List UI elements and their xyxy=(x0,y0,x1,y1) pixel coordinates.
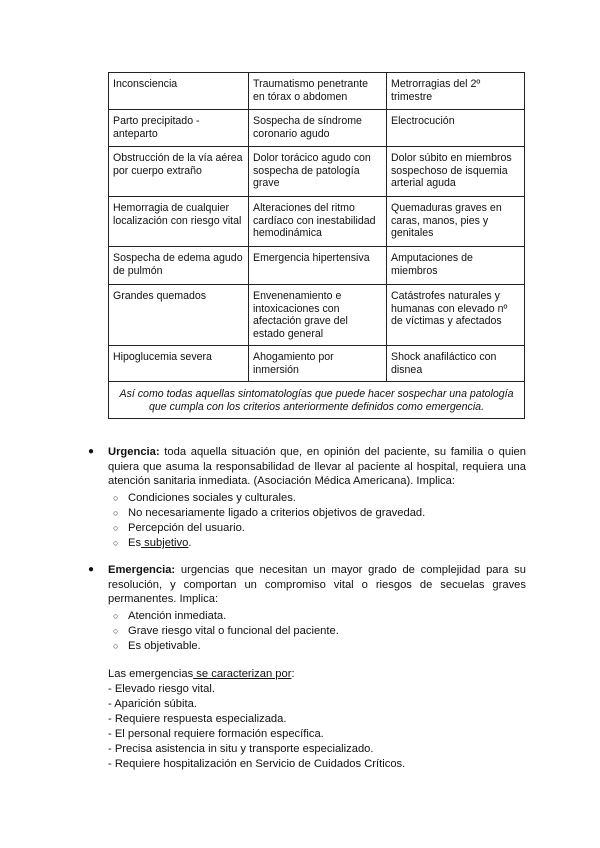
list-item-text: Grave riesgo vital o funcional del paciente. xyxy=(128,625,339,637)
emergencia-definition: urgencias que necesitan un mayor grado de complejidad para su resolución, y comportan un compromiso vital o riesgos de secuelas graves permanentes. Implica: xyxy=(108,564,526,606)
circle-bullet-icon: ○ xyxy=(113,538,119,548)
urgencia-definition: toda aquella situación que, en opinión del paciente, su familia o quien quiera que asuma la responsabilidad de llevar al paciente al hospital, requiera una atención sanitaria inmediata. (Asociación Médica Americana). Implica: xyxy=(108,446,526,488)
table-cell: Electrocución xyxy=(387,110,525,147)
table-row xyxy=(109,247,525,285)
list-item xyxy=(113,536,192,551)
circle-bullet-icon: ○ xyxy=(113,523,119,533)
intro-text: : xyxy=(291,668,295,680)
list-item-text: . xyxy=(188,537,192,549)
table-cell: Grandes quemados xyxy=(109,285,249,346)
table-cell: Sospecha de síndrome coronario agudo xyxy=(249,110,387,147)
table-cell: Emergencia hipertensiva xyxy=(249,247,387,285)
table-cell: Dolor torácico agudo con sospecha de patología grave xyxy=(249,147,387,197)
caracteristicas-intro xyxy=(108,667,295,682)
urgencia-term: Urgencia: xyxy=(108,446,160,458)
list-item-text: Atención inmediata. xyxy=(128,610,227,622)
table-cell: Metrorragias del 2º trimestre xyxy=(387,73,525,110)
table-row xyxy=(109,110,525,147)
list-item-text: Es objetivable. xyxy=(128,640,201,652)
emergencia-paragraph xyxy=(88,563,526,607)
list-item xyxy=(113,491,296,506)
intro-text: Las emergencias xyxy=(108,668,194,680)
table-row xyxy=(109,346,525,382)
table-cell: Quemaduras graves en caras, manos, pies y genitales xyxy=(387,197,525,247)
dash-list-item: - Elevado riesgo vital. xyxy=(108,683,215,695)
emergencia-term: Emergencia: xyxy=(108,564,176,576)
dash-list-item: - Aparición súbita. xyxy=(108,698,197,710)
table-cell: Shock anafiláctico con disnea xyxy=(387,346,525,382)
table-row xyxy=(109,147,525,197)
list-item xyxy=(113,639,201,654)
dash-list-item: - Requiere hospitalización en Servicio de Cuidados Críticos. xyxy=(108,758,406,770)
table-footer-note: Así como todas aquellas sintomatologías que puede hacer sospechar una patología que cumpla con los criterios anteriormente definidos como emergencia. xyxy=(109,382,525,419)
table-cell: Hemorragia de cualquier localización con riesgo vital xyxy=(109,197,249,247)
circle-bullet-icon: ○ xyxy=(113,493,119,503)
table-row xyxy=(109,285,525,346)
list-item-text: Condiciones sociales y culturales. xyxy=(128,492,296,504)
circle-bullet-icon: ○ xyxy=(113,626,119,636)
list-item-text: Es xyxy=(128,537,142,549)
table-cell: Envenenamiento e intoxicaciones con afectación grave del estado general xyxy=(249,285,387,346)
table-cell: Traumatismo penetrante en tórax o abdomen xyxy=(249,73,387,110)
list-item-text: No necesariamente ligado a criterios objetivos de gravedad. xyxy=(128,507,426,519)
table-footer-row xyxy=(109,382,525,419)
list-item xyxy=(113,521,245,536)
table-cell: Amputaciones de miembros xyxy=(387,247,525,285)
list-item xyxy=(113,506,426,521)
circle-bullet-icon: ○ xyxy=(113,611,119,621)
list-item xyxy=(113,609,227,624)
emergency-table xyxy=(108,72,525,419)
bullet-icon: ● xyxy=(88,446,95,457)
table-row xyxy=(109,73,525,110)
table-cell: Inconsciencia xyxy=(109,73,249,110)
underlined-text: se caracterizan por xyxy=(193,668,292,680)
list-item-text: Percepción del usuario. xyxy=(128,522,245,534)
underlined-text: subjetivo xyxy=(141,537,189,549)
table-cell: Parto precipitado - anteparto xyxy=(109,110,249,147)
circle-bullet-icon: ○ xyxy=(113,508,119,518)
table-cell: Dolor súbito en miembros sospechoso de isquemia arterial aguda xyxy=(387,147,525,197)
bullet-icon: ● xyxy=(88,564,95,575)
dash-list-item: - Precisa asistencia in situ y transporte especializado. xyxy=(108,743,374,755)
dash-list-item: - Requiere respuesta especializada. xyxy=(108,713,287,725)
table-cell: Obstrucción de la vía aérea por cuerpo extraño xyxy=(109,147,249,197)
table-cell: Hipoglucemia severa xyxy=(109,346,249,382)
table-cell: Ahogamiento por inmersión xyxy=(249,346,387,382)
urgencia-paragraph xyxy=(88,445,526,489)
table-cell: Catástrofes naturales y humanas con elevado nº de víctimas y afectados xyxy=(387,285,525,346)
table-cell: Alteraciones del ritmo cardíaco con inestabilidad hemodinámica xyxy=(249,197,387,247)
circle-bullet-icon: ○ xyxy=(113,641,119,651)
dash-list-item: - El personal requiere formación específica. xyxy=(108,728,324,740)
table-row xyxy=(109,197,525,247)
table-cell: Sospecha de edema agudo de pulmón xyxy=(109,247,249,285)
list-item xyxy=(113,624,339,639)
